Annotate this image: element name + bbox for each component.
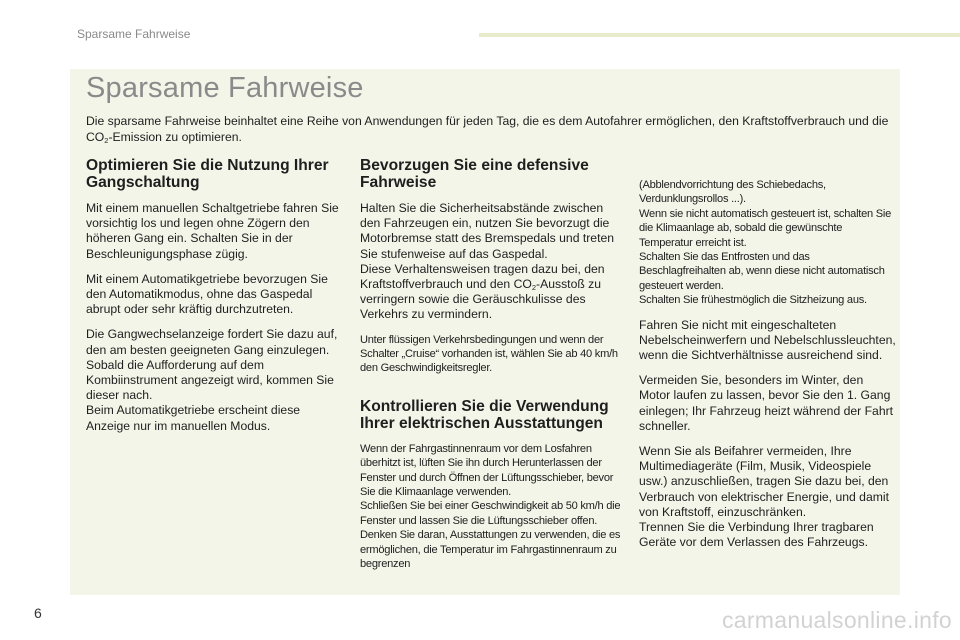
header-rule xyxy=(479,33,960,37)
section-heading-electrical-equipment: Kontrollieren Sie die Verwendung Ihrer elektrischen Ausstattungen xyxy=(360,397,609,432)
section-heading-gear-shifting: Optimieren Sie die Nutzung Ihrer Gangschaltung xyxy=(86,157,329,191)
windows-text: Schließen Sie bei einer Geschwindigkeit ab 50 km/h die Fenster und lassen Sie die Lüftungsschieber offen. xyxy=(360,500,621,527)
emission-text-end: -Ausstoß zu verringern sowie die Geräuschkulisse des Verkehrs zu vermindern. xyxy=(360,277,602,322)
gear-indicator-note: Beim Automatikgetriebe erscheint diese Anzeige nur im manuellen Modus. xyxy=(86,403,301,433)
column-electrical-continued xyxy=(639,178,897,561)
paragraph-electrical-equipment xyxy=(360,442,622,572)
multimedia-text: Wenn Sie als Beifahrer vermeiden, Ihre Multimediageräte (Film, Musik, Videospiele usw.) anzuschließen, tragen Sie dazu bei, den Verbrauch von elektrischer Energie, und damit von Kraftstoff, einzuschränken. xyxy=(639,444,889,519)
safety-distance-text: Halten Sie die Sicherheitsabstände zwischen den Fahrzeugen ein, nutzen Sie bevorzugt die Motorbremse statt des Bremspedals und treten Sie stufenweise auf das Gaspedal. xyxy=(360,201,615,261)
gear-indicator-text: Die Gangwechselanzeige fordert Sie dazu auf, den am besten geeigneten Gang einzulegen. Sobald die Aufforderung auf dem Kombiinstrument angezeigt wird, kommen Sie dieser nach. xyxy=(86,327,338,403)
seat-heating-text: Schalten Sie frühestmöglich die Sitzheizung aus. xyxy=(639,294,867,307)
paragraph-multimedia-devices xyxy=(639,444,897,550)
emission-text: Diese Verhaltensweisen tragen dazu bei, den Kraftstoffverbrauch und den CO xyxy=(360,261,605,292)
intro-text-end: -Emission zu optimieren. xyxy=(108,130,242,144)
paragraph-cruise-control: Unter flüssigen Verkehrsbedingungen und wenn der Schalter „Cruise“ vorhanden ist, wählen Sie ab 40 km/h den Geschwindigkeitsregler. xyxy=(360,333,618,375)
running-header: Sparsame Fahrweise xyxy=(77,27,191,41)
air-conditioning-text: Wenn sie nicht automatisch gesteuert ist, schalten Sie die Klimaanlage ab, sobald die gewünschte Temperatur erreicht ist. xyxy=(639,207,892,249)
page-title: Sparsame Fahrweise xyxy=(86,72,364,104)
section-heading-defensive-driving: Bevorzugen Sie eine defensive Fahrweise xyxy=(360,157,589,191)
intro-paragraph xyxy=(86,113,896,145)
intro-subscript: 2 xyxy=(104,136,109,145)
page-number: 6 xyxy=(34,605,42,621)
section-gap xyxy=(360,386,622,398)
column-defensive-driving xyxy=(360,157,622,582)
paragraph-climate-tips xyxy=(639,178,897,308)
emission-subscript: 2 xyxy=(531,283,537,293)
intro-text: Die sparsame Fahrweise beinhaltet eine Reihe von Anwendungen für jeden Tag, die es dem Autofahrer ermöglichen, den Kraftstoffverbrauch und die CO xyxy=(86,114,889,144)
paragraph-manual-gearbox: Mit einem manuellen Schaltgetriebe fahren Sie vorsichtig los und legen ohne Zögern den höheren Gang ein. Schalten Sie in der Beschleunigungsphase zügig. xyxy=(86,201,339,261)
disconnect-devices-text: Trennen Sie die Verbindung Ihrer tragbaren Geräte vor dem Verlassen des Fahrzeugs. xyxy=(639,520,874,550)
sunroof-blind-text: (Abblendvorrichtung des Schiebedachs, Verdunklungsrollos ...). xyxy=(639,179,826,206)
defrost-text: Schalten Sie das Entfrosten und das Beschlagfreihalten ab, wenn diese nicht automatisch gesteuert werden. xyxy=(639,251,885,292)
watermark: carmanualsonline.info xyxy=(721,607,952,633)
paragraph-gear-shift-indicator xyxy=(86,327,346,433)
paragraph-safety-distance xyxy=(360,201,622,323)
column-gear-shifting xyxy=(86,157,346,444)
paragraph-winter-warmup: Vermeiden Sie, besonders im Winter, den Motor laufen zu lassen, bevor Sie den 1. Gang einlegen; Ihr Fahrzeug heizt während der Fahrt schneller. xyxy=(639,373,894,433)
ventilation-text: Wenn der Fahrgastinnenraum vor dem Losfahren überhitzt ist, lüften Sie ihn durch Herunterlassen der Fenster und durch Öffnen der Lüftungsschieber, bevor Sie die Klimaanlage verwenden. xyxy=(360,442,614,499)
paragraph-fog-lamps: Fahren Sie nicht mit eingeschalteten Nebelscheinwerfern und Nebelschlussleuchten, wenn die Sichtverhältnisse ausreichend sind. xyxy=(639,317,896,363)
paragraph-automatic-gearbox: Mit einem Automatikgetriebe bevorzugen Sie den Automatikmodus, ohne das Gaspedal abrupt oder sehr kräftig durchzutreten. xyxy=(86,271,328,317)
temperature-text: Denken Sie daran, Ausstattungen zu verwenden, die es ermöglichen, die Temperatur im Fahrgastinnenraum zu begrenzen xyxy=(360,529,621,571)
